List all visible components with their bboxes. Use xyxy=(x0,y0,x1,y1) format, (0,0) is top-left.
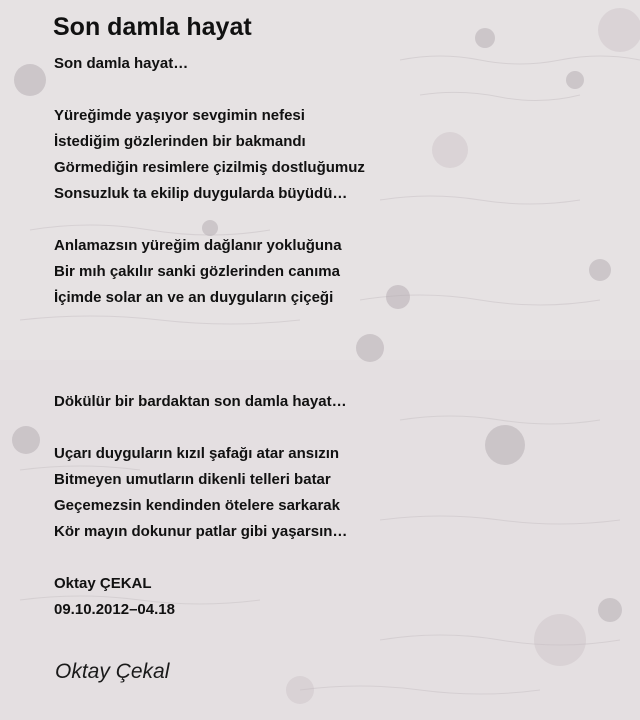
poem-date: 09.10.2012–04.18 xyxy=(54,601,175,618)
poem-line: Yüreğimde yaşıyor sevgimin nefesi xyxy=(54,107,305,124)
poem-line: Geçemezsin kendinden ötelere sarkarak xyxy=(54,497,340,514)
poem-line: Görmediğin resimlere çizilmiş dostluğumuz xyxy=(54,159,365,176)
poem-body xyxy=(54,51,365,623)
stanza-gap xyxy=(54,77,365,103)
poem-line: Son damla hayat… xyxy=(54,55,189,72)
poem-line: Bir mıh çakılır sanki gözlerinden canıma xyxy=(54,263,340,280)
poem-line: Uçarı duyguların kızıl şafağı atar ansızın xyxy=(54,445,340,462)
page-title: Son damla hayat xyxy=(53,13,252,41)
poem-line: Sonsuzluk ta ekilip duygularda büyüdü… xyxy=(54,185,348,202)
stanza-gap xyxy=(54,311,365,389)
poem-line: Dökülür bir bardaktan son damla hayat… xyxy=(54,393,347,410)
poem-line: İstediğim gözlerinden bir bakmandı xyxy=(54,133,306,150)
author-name: Oktay ÇEKAL xyxy=(54,575,152,592)
poem-line: Bitmeyen umutların dikenli telleri batar xyxy=(54,471,331,488)
stanza-gap xyxy=(54,207,365,233)
stanza-gap xyxy=(54,545,365,571)
poem-line: İçimde solar an ve an duyguların çiçeği xyxy=(54,289,334,306)
stanza-gap xyxy=(54,415,365,441)
poem-line: Anlamazsın yüreğim dağlanır yokluğuna xyxy=(54,237,342,254)
author-signature: Oktay Çekal xyxy=(55,660,170,683)
poem-line: Kör mayın dokunur patlar gibi yaşarsın… xyxy=(54,523,348,540)
